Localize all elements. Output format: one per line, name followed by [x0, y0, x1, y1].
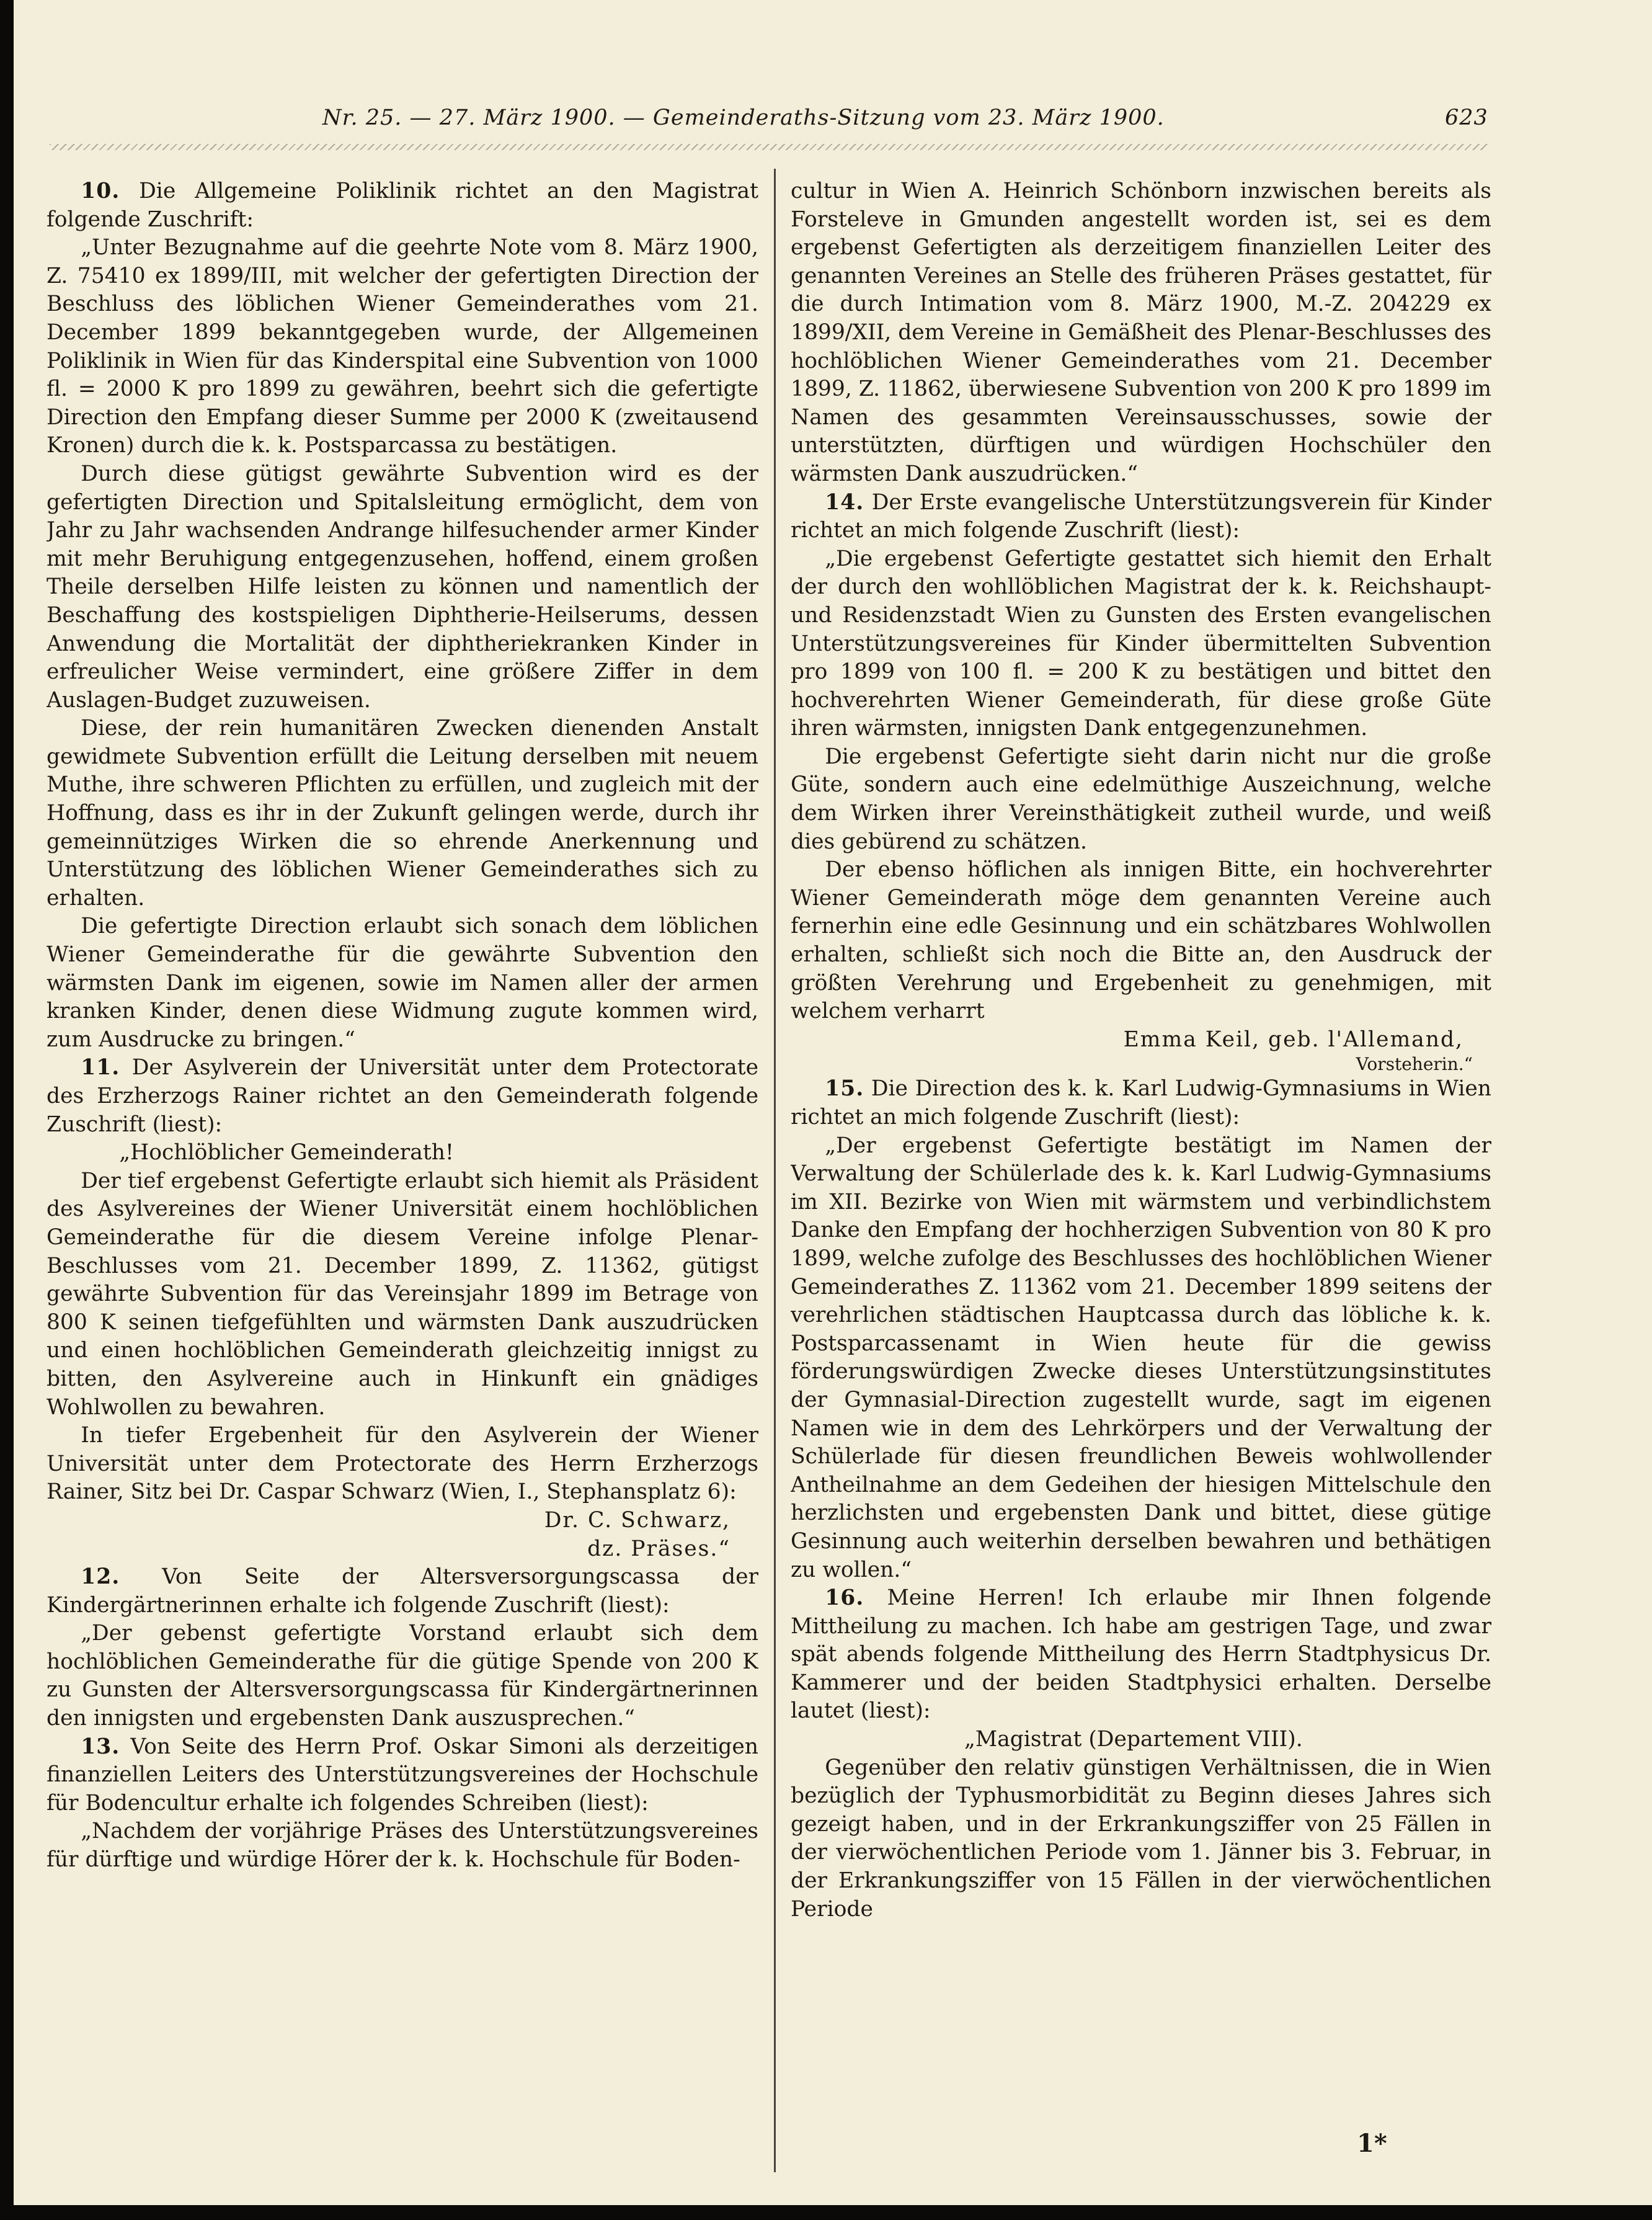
paragraph-text: Dr. C. Schwarz, [544, 1507, 731, 1533]
numbered-paragraph [791, 1584, 1491, 1726]
paragraph-text: „Die ergebenst Gefertigte gestattet sich hiemit den Erhalt der durch den wohllöblichen Magistrat der k. k. Reichshaupt- und Residenzstadt Wien zu Gunsten des Ersten evangelischen Unterstützungsvereines für Kinder übermittelten Subvention pro 1899 von 100 fl. = 200 K zu bestätigen und bittet den hochverehrten Wiener Gemeinderath, für diese große Güte ihren wärmsten, innigsten Dank entgegenzunehmen. [791, 546, 1491, 741]
paragraph-text: „Magistrat (Departement VIII). [964, 1727, 1303, 1752]
paragraph [791, 1754, 1491, 1924]
paragraph-text: Von Seite der Altersversorgungscassa der Kindergärtnerinnen erhalte ich folgende Zuschrift (liest): [47, 1564, 758, 1618]
paragraph [47, 234, 758, 460]
signature-mark: 1* [1357, 2129, 1387, 2158]
item-number: 14. [825, 489, 864, 515]
paragraph-text: Emma Keil, geb. l'Allemand, [1123, 1027, 1463, 1052]
paragraph-text: In tiefer Ergebenheit für den Asylverein der Wiener Universität unter dem Protectorate des Herrn Erzherzogs Rainer, Sitz bei Dr. Caspar Schwarz (Wien, I., Stephansplatz 6): [47, 1423, 758, 1505]
paragraph [791, 1054, 1491, 1075]
paragraph-text: Von Seite des Herrn Prof. Oskar Simoni als derzeitigen finanziellen Leiters des Unterstützungsvereines der Hochschule für Bodencultur erhalte ich folgendes Schreiben (liest): [47, 1734, 758, 1816]
paragraph [791, 1026, 1491, 1054]
paragraph [47, 460, 758, 715]
item-number: 12. [81, 1564, 120, 1590]
paragraph [791, 545, 1491, 743]
paragraph [791, 856, 1491, 1026]
paragraph-text: Die gefertigte Direction erlaubt sich sonach dem löblichen Wiener Gemeinderathe für die gewährte Subvention den wärmsten Dank im eigenen, sowie im Namen aller der armen kranken Kinder, denen diese Widmung zugute kommen wird, zum Ausdrucke zu bringen.“ [47, 914, 758, 1052]
paragraph-text: „Hochlöblicher Gemeinderath! [119, 1140, 454, 1166]
scan-edge-left [0, 0, 14, 2220]
paragraph-text: dz. Präses.“ [587, 1536, 731, 1561]
numbered-paragraph [791, 1075, 1491, 1131]
paragraph-text: Der Erste evangelische Unterstützungsverein für Kinder richtet an mich folgende Zuschrift (liest): [791, 489, 1491, 543]
paragraph [47, 1507, 758, 1535]
paragraph [47, 1139, 758, 1167]
paragraph [47, 1422, 758, 1507]
item-number: 15. [825, 1076, 864, 1102]
paragraph-text: „Der gebenst gefertigte Vorstand erlaubt sich dem hochlöblichen Gemeinderathe für die gütige Spende von 200 K zu Gunsten der Altersversorgungscassa für Kindergärtnerinnen den innigsten und ergebensten Dank auszusprechen.“ [47, 1621, 758, 1731]
paragraph-text: Der Asylverein der Universität unter dem Protectorate des Erzherzogs Rainer richtet an den Gemeinderath folgende Zuschrift (liest): [47, 1055, 758, 1137]
paragraph [47, 912, 758, 1054]
page-number: 623 [1445, 105, 1488, 130]
scan-edge-bottom [0, 2205, 1652, 2220]
paragraph-text: cultur in Wien A. Heinrich Schönborn inzwischen bereits als Forsteleve in Gmunden angestellt worden ist, sei es dem ergebenst Gefertigten als derzeitigem finanziellen Leiter des genannten Vereines an Stelle des früheren Präses gestattet, für die durch Intimation vom 8. März 1900, M.-Z. 204229 ex 1899/XII, dem Vereine in Gemäßheit des Plenar-Beschlusses des hochlöblichen Wiener Gemeinderathes vom 21. December 1899, Z. 11862, überwiesene Subvention von 200 K pro 1899 im Namen des gesammten Vereinsausschusses, sowie der unterstützten, dürftigen und würdigen Hochschüler den wärmsten Dank auszudrücken.“ [791, 179, 1491, 486]
paragraph [47, 715, 758, 912]
paragraph-text: Der ebenso höflichen als innigen Bitte, ein hochverehrter Wiener Gemeinderath möge dem genannten Vereine auch fernerhin eine edle Gesinnung und ein schätzbares Wohlwollen erhalten, schließt sich noch die Bitte an, den Ausdruck der größten Verehrung und Ergebenheit zu genehmigen, mit welchem verharrt [791, 857, 1491, 1024]
paragraph-text: „Unter Bezugnahme auf die geehrte Note vom 8. März 1900, Z. 75410 ex 1899/III, mit welcher der gefertigten Direction der Beschluss des löblichen Wiener Gemeinderathes vom 21. December 1899 bekanntgegeben wurde, der Allgemeinen Poliklinik in Wien für das Kinderspital eine Subvention von 1000 fl. = 2000 K pro 1899 zu gewähren, beehrt sich die gefertigte Direction den Empfang dieser Summe per 2000 K (zweitausend Kronen) durch die k. k. Postsparcassa zu bestätigen. [47, 235, 758, 458]
item-number: 16. [825, 1585, 864, 1611]
paragraph-text: Die ergebenst Gefertigte sieht darin nicht nur die große Güte, sondern auch eine edelmüthige Auszeichnung, welche dem Wirken ihrer Vereinsthätigkeit zutheil wurde, und weiß dies gebürend zu schätzen. [791, 744, 1491, 854]
item-number: 10. [81, 179, 120, 203]
paragraph-text: „Nachdem der vorjährige Präses des Unterstützungsvereines für dürftige und würdige Hörer der k. k. Hochschule für Boden- [47, 1819, 758, 1873]
column-divider [774, 169, 776, 2172]
item-number: 11. [81, 1055, 120, 1081]
paragraph-text: Diese, der rein humanitären Zwecken dienenden Anstalt gewidmete Subvention erfüllt die Leitung derselben mit neuem Muthe, ihre schweren Pflichten zu erfüllen, und zugleich mit der Hoffnung, dass es ihr in der Zukunft gelingen werde, durch ihr gemeinnütziges Wirken die so ehrende Anerkennung und Unterstützung des löblichen Wiener Gemeinderathes sich zu erhalten. [47, 716, 758, 911]
paragraph [47, 1535, 758, 1564]
numbered-paragraph [47, 177, 758, 234]
paragraph [791, 743, 1491, 856]
paragraph [791, 177, 1491, 489]
paragraph-text: Meine Herren! Ich erlaube mir Ihnen folgende Mittheilung zu machen. Ich habe am gestrigen Tage, und zwar spät abends folgende Mittheilung des Herrn Stadtphysicus Dr. Kammerer und der beiden Stadtphysici erhalten. Derselbe lautet (liest): [791, 1585, 1491, 1724]
paragraph-text: Die Allgemeine Poliklinik richtet an den Magistrat folgende Zuschrift: [47, 179, 758, 232]
paragraph-text: Gegenüber den relativ günstigen Verhältnissen, die in Wien bezüglich der Typhusmorbidität zu Beginn dieses Jahres sich gezeigt haben, und in der Erkrankungsziffer von 25 Fällen in der vierwöchentlichen Periode vom 1. Jänner bis 3. Februar, in der Erkrankungsziffer von 15 Fällen in der vierwöchentlichen Periode [791, 1755, 1491, 1922]
numbered-paragraph [47, 1563, 758, 1620]
numbered-paragraph [47, 1054, 758, 1139]
paragraph [791, 1726, 1491, 1754]
paragraph [47, 1167, 758, 1422]
left-column [47, 177, 758, 2156]
right-column [791, 177, 1491, 2156]
header-rule [50, 144, 1488, 150]
running-header: Nr. 25. — 27. März 1900. — Gemeinderaths-Sitzung vom 23. März 1900. [322, 105, 1165, 130]
numbered-paragraph [791, 489, 1491, 545]
item-number: 13. [81, 1734, 120, 1759]
paragraph-text: „Der ergebenst Gefertigte bestätigt im Namen der Verwaltung der Schülerlade des k. k. Karl Ludwig-Gymnasiums im XII. Bezirke von Wien mit wärmstem und verbindlichstem Danke den Empfang der hochherzigen Subvention von 80 K pro 1899, welche zufolge des Beschlusses des hochlöblichen Wiener Gemeinderathes Z. 11362 vom 21. December 1899 seitens der verehrlichen städtischen Hauptcassa durch das löbliche k. k. Postsparcassenamt in Wien heute für die gewiss förderungswürdigen Zwecke dieses Unterstützungsinstitutes der Gymnasial-Direction zugestellt wurde, sagt im eigenen Namen wie in dem des Lehrkörpers und der Verwaltung der Schülerlade für diesen freundlichen Beweis wohlwollender Antheilnahme an dem Gedeihen der hiesigen Mittelschule den herzlichsten und ergebensten Dank und bittet, diese gütige Gesinnung auch weiterhin derselben bewahren und bethätigen zu wollen.“ [791, 1133, 1491, 1582]
paragraph [47, 1817, 758, 1874]
paragraph-text: Die Direction des k. k. Karl Ludwig-Gymnasiums in Wien richtet an mich folgende Zuschrift (liest): [791, 1076, 1491, 1130]
paragraph-text: Der tief ergebenst Gefertigte erlaubt sich hiemit als Präsident des Asylvereines der Wiener Universität einem hochlöblichen Gemeinderathe für die diesem Vereine infolge Plenar-Beschlusses vom 21. December 1899, Z. 11362, gütigst gewährte Subvention für das Vereinsjahr 1899 im Betrage von 800 K seinen tiefgefühlten und wärmsten Dank auszudrücken und einen hochlöblichen Gemeinderath gleichzeitig innigst zu bitten, den Asylvereine auch in Hinkunft ein gnädiges Wohlwollen zu bewahren. [47, 1168, 758, 1420]
paragraph [47, 1620, 758, 1732]
paragraph [791, 1132, 1491, 1585]
paragraph-text: Vorsteherin.“ [1356, 1054, 1473, 1075]
paragraph-text: Durch diese gütigst gewährte Subvention wird es der gefertigten Direction und Spitalsleitung ermöglicht, dem von Jahr zu Jahr wachsenden Andrange hilfesuchender armer Kinder mit mehr Beruhigung entgegenzusehen, hoffend, einem großen Theile derselben Hilfe leisten zu können und namentlich der Beschaffung des kostspieligen Diphtherie-Heilserums, dessen Anwendung die Mortalität der diphtheriekranken Kinder in erfreulicher Weise vermindert, eine größere Ziffer in dem Auslagen-Budget zuzuweisen. [47, 461, 758, 713]
numbered-paragraph [47, 1733, 758, 1818]
